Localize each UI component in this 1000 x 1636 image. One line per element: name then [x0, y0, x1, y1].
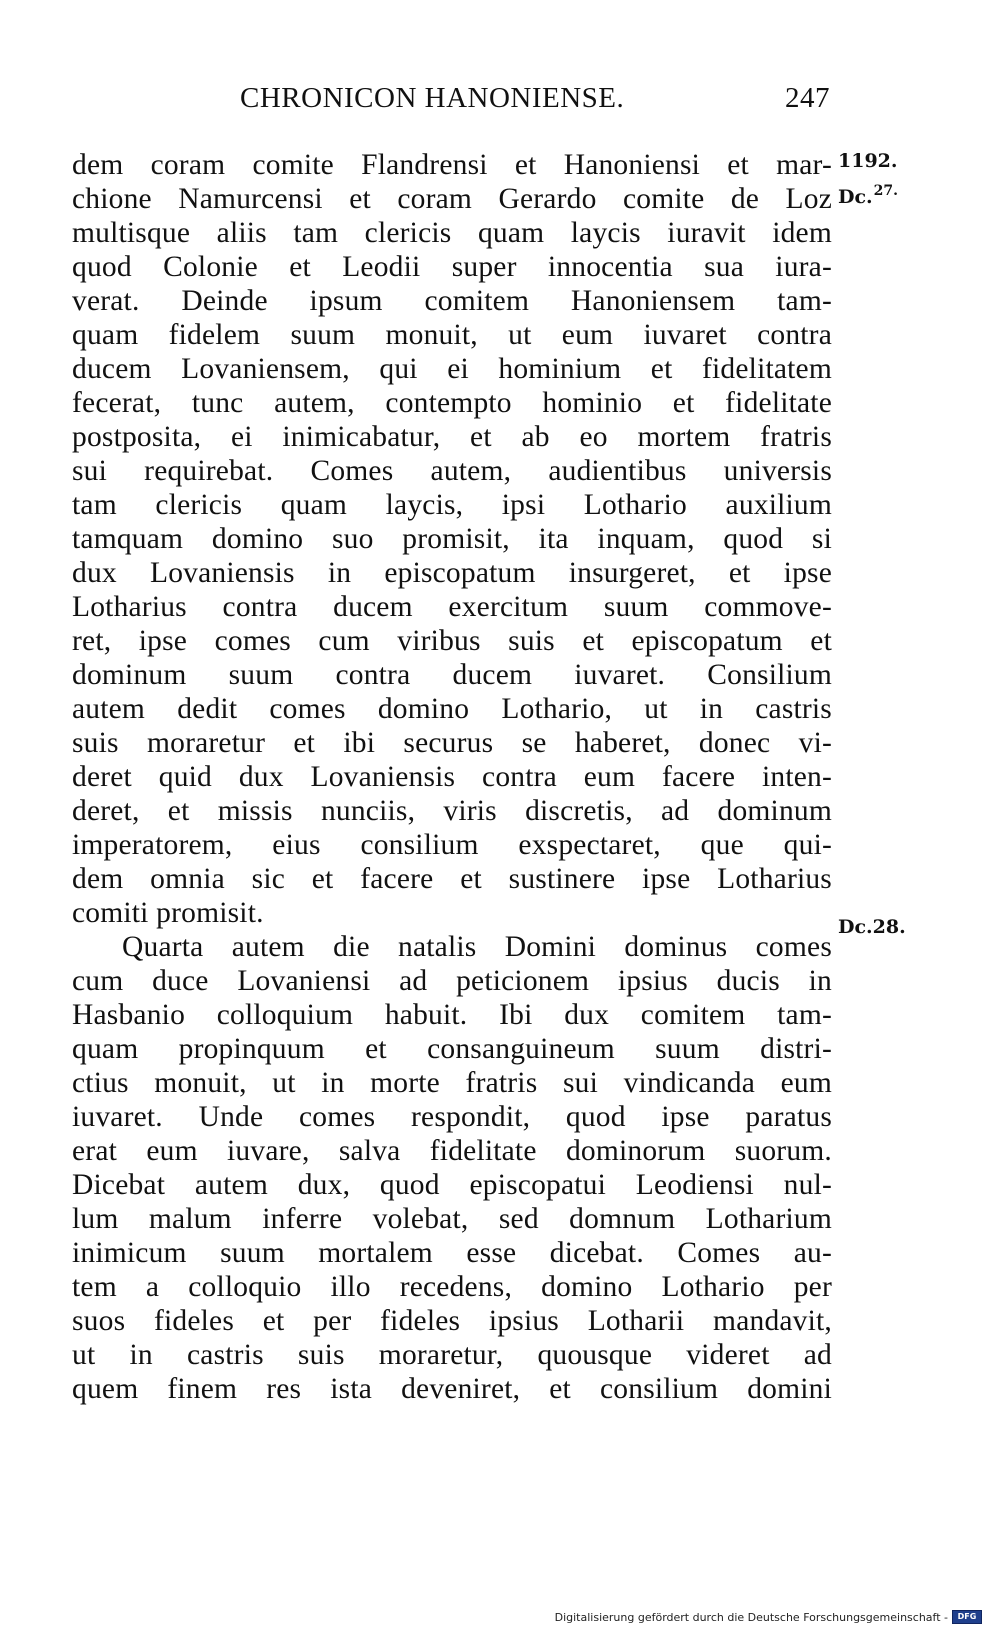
text-line: ctius monuit, ut in morte fratris sui vindicanda eum — [72, 1067, 832, 1099]
text-line: lum malum inferre volebat, sed domnum Lotharium — [72, 1203, 832, 1235]
text-line: tam clericis quam laycis, ipsi Lothario auxilium — [72, 489, 832, 521]
text-line: postposita, ei inimicabatur, et ab eo mortem fratris — [72, 421, 832, 453]
running-header — [240, 82, 830, 122]
margin-date-note-27-sup: 27. — [873, 183, 899, 199]
text-line: inimicum suum mortalem esse dicebat. Comes au- — [72, 1237, 832, 1269]
text-line: suos fideles et per fideles ipsius Lotharii mandavit, — [72, 1305, 832, 1337]
margin-year-note: 1192. — [838, 150, 898, 172]
text-line: iuvaret. Unde comes respondit, quod ipse paratus — [72, 1101, 832, 1133]
text-line: Lotharius contra ducem exercitum suum commove- — [72, 591, 832, 623]
text-line: dem coram comite Flandrensi et Hanoniensi et mar- — [72, 149, 832, 181]
text-line: ut in castris suis moraretur, quousque videret ad — [72, 1339, 832, 1371]
text-line: fecerat, tunc autem, contempto hominio et fidelitate — [72, 387, 832, 419]
credit-text: Digitalisierung gefördert durch die Deutsche Forschungsgemeinschaft - — [554, 1610, 948, 1624]
margin-date-note-27-main: Dc. — [838, 186, 873, 208]
text-line: dominum suum contra ducem iuvaret. Consilium — [72, 659, 832, 691]
dfg-logo: DFG — [952, 1610, 982, 1624]
text-line: quam fidelem suum monuit, ut eum iuvaret contra — [72, 319, 832, 351]
text-line: tem a colloquio illo recedens, domino Lothario per — [72, 1271, 832, 1303]
text-line: tamquam domino suo promisit, ita inquam, quod si — [72, 523, 832, 555]
text-line: quam propinquum et consanguineum suum distri- — [72, 1033, 832, 1065]
paragraph-start-line: Quarta autem die natalis Domini dominus comes — [122, 931, 832, 963]
text-line: imperatorem, eius consilium exspectaret, que qui- — [72, 829, 832, 861]
text-line: quod Colonie et Leodii super innocentia sua iura- — [72, 251, 832, 283]
text-line: sui requirebat. Comes autem, audientibus universis — [72, 455, 832, 487]
running-title: CHRONICON HANONIENSE. — [240, 82, 625, 114]
margin-date-note-27 — [838, 183, 899, 208]
text-line: deret quid dux Lovaniensis contra eum facere inten- — [72, 761, 832, 793]
text-line: chione Namurcensi et coram Gerardo comite de Loz — [72, 183, 832, 215]
text-line: Dicebat autem dux, quod episcopatui Leodiensi nul- — [72, 1169, 832, 1201]
text-line: ret, ipse comes cum viribus suis et episcopatum et — [72, 625, 832, 657]
margin-date-note-28: Dc.28. — [838, 916, 906, 938]
text-line: autem dedit comes domino Lothario, ut in castris — [72, 693, 832, 725]
text-line: ducem Lovaniensem, qui ei hominium et fidelitatem — [72, 353, 832, 385]
text-line: verat. Deinde ipsum comitem Hanoniensem tam- — [72, 285, 832, 317]
text-line: quem finem res ista deveniret, et consilium domini — [72, 1373, 832, 1405]
text-line: dem omnia sic et facere et sustinere ipse Lotharius — [72, 863, 832, 895]
page-number: 247 — [785, 82, 830, 114]
text-line: cum duce Lovaniensi ad peticionem ipsius ducis in — [72, 965, 832, 997]
text-line: Hasbanio colloquium habuit. Ibi dux comitem tam- — [72, 999, 832, 1031]
body-text — [72, 148, 832, 1406]
text-line: suis moraretur et ibi securus se haberet, donec vi- — [72, 727, 832, 759]
text-line: erat eum iuvare, salva fidelitate dominorum suorum. — [72, 1135, 832, 1167]
text-line: dux Lovaniensis in episcopatum insurgeret, et ipse — [72, 557, 832, 589]
text-line: multisque aliis tam clericis quam laycis iuravit idem — [72, 217, 832, 249]
digitization-credit — [555, 1608, 982, 1626]
text-line: deret, et missis nunciis, viris discretis, ad dominum — [72, 795, 832, 827]
paragraph-end-line: comiti promisit. — [72, 897, 264, 929]
